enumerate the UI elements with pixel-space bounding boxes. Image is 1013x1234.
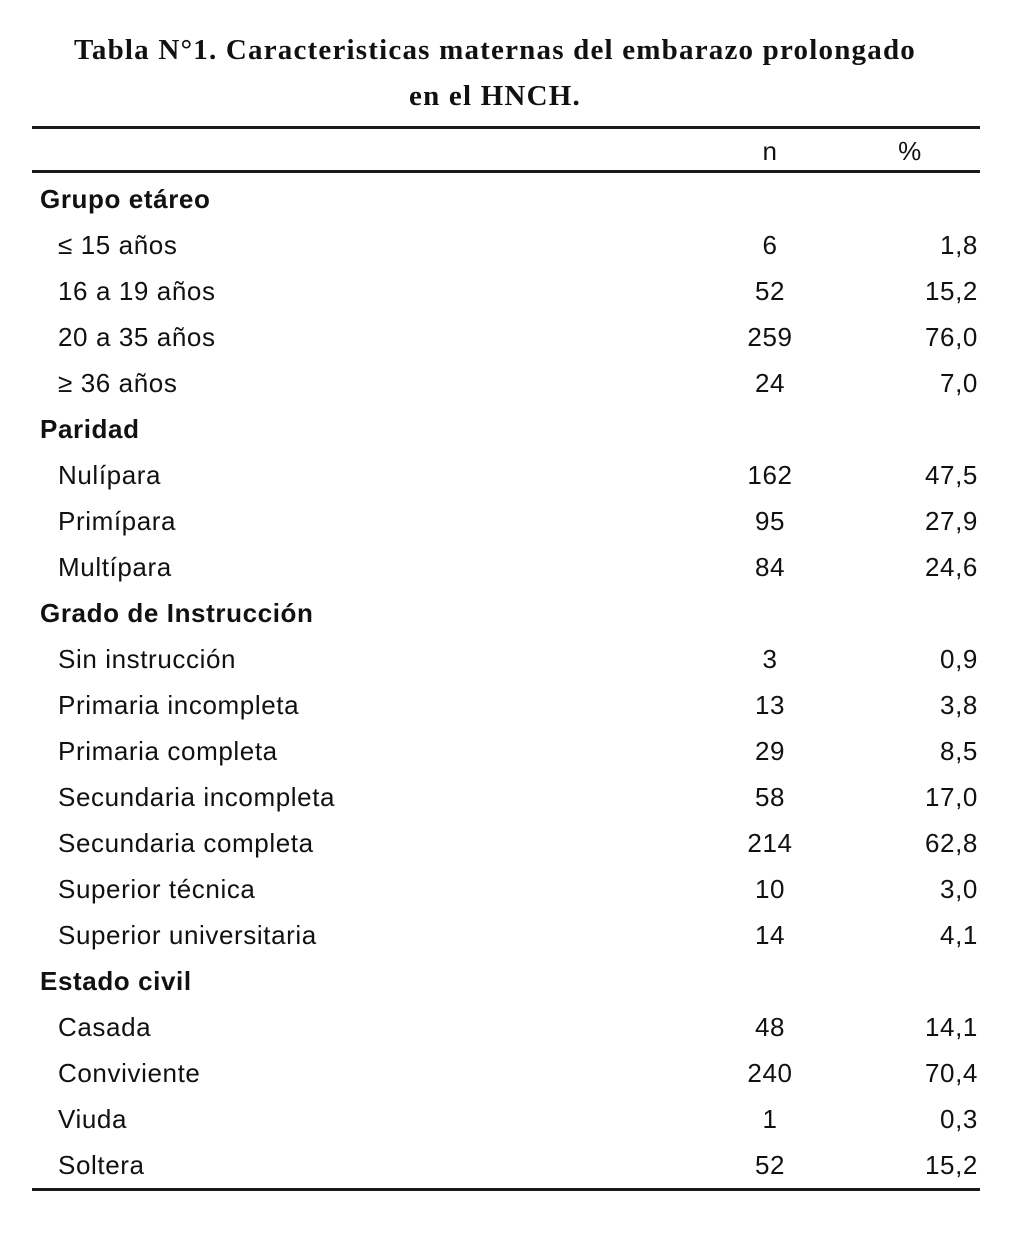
row-label: Secundaria incompleta (58, 782, 336, 812)
table-title-line-1: Tabla N°1. Caracteristicas maternas del embarazo prolongado (74, 34, 916, 66)
top-rule (32, 126, 980, 129)
row-label: Primaria incompleta (58, 690, 300, 720)
bottom-rule (32, 1188, 980, 1191)
row-percent: 3,0 (940, 874, 978, 904)
row-label: Nulípara (58, 460, 162, 490)
row-percent: 62,8 (924, 828, 978, 858)
row-count: 162 (747, 460, 793, 490)
row-label: Conviviente (58, 1058, 201, 1088)
table-title-line-2: en el HNCH. (409, 80, 581, 112)
row-percent: 47,5 (924, 460, 978, 490)
row-count: 214 (747, 828, 793, 858)
row-count: 6 (762, 230, 778, 260)
row-percent: 8,5 (940, 736, 978, 766)
row-percent: 17,0 (924, 782, 978, 812)
row-percent: 1,8 (940, 230, 978, 260)
section-heading: Grado de Instrucción (40, 598, 314, 628)
row-label: Soltera (58, 1150, 145, 1180)
row-label: ≥ 36 años (58, 368, 178, 398)
row-count: 84 (754, 552, 786, 582)
row-percent: 0,3 (940, 1104, 978, 1134)
row-label: Primípara (58, 506, 177, 536)
row-label: Viuda (58, 1104, 128, 1134)
row-count: 29 (754, 736, 786, 766)
row-percent: 27,9 (924, 506, 978, 536)
row-label: Primaria completa (58, 736, 278, 766)
section-heading: Paridad (40, 414, 140, 444)
row-label: 20 a 35 años (58, 322, 216, 352)
section-heading: Grupo etáreo (40, 184, 211, 214)
row-label: Casada (58, 1012, 152, 1042)
row-percent: 14,1 (924, 1012, 978, 1042)
row-count: 240 (747, 1058, 793, 1088)
row-count: 24 (754, 368, 786, 398)
row-percent: 15,2 (924, 276, 978, 306)
row-label: Secundaria completa (58, 828, 314, 858)
row-label: Sin instrucción (58, 644, 237, 674)
row-label: Multípara (58, 552, 172, 582)
row-label: Superior universitaria (58, 920, 317, 950)
row-count: 10 (754, 874, 786, 904)
row-label: Superior técnica (58, 874, 256, 904)
header-rule (32, 170, 980, 173)
row-label: 16 a 19 años (58, 276, 216, 306)
row-percent: 76,0 (924, 322, 978, 352)
row-count: 52 (754, 276, 786, 306)
row-count: 95 (754, 506, 786, 536)
row-label: ≤ 15 años (58, 230, 178, 260)
row-percent: 15,2 (924, 1150, 978, 1180)
row-percent: 7,0 (940, 368, 978, 398)
row-count: 1 (762, 1104, 778, 1134)
row-percent: 24,6 (924, 552, 978, 582)
row-percent: 70,4 (924, 1058, 978, 1088)
row-count: 52 (754, 1150, 786, 1180)
row-percent: 4,1 (940, 920, 978, 950)
row-count: 58 (754, 782, 786, 812)
row-count: 3 (762, 644, 778, 674)
row-count: 14 (754, 920, 786, 950)
column-header-percent: % (898, 136, 922, 166)
row-count: 13 (754, 690, 786, 720)
section-heading: Estado civil (40, 966, 192, 996)
column-header-n: n (762, 136, 778, 166)
row-count: 259 (747, 322, 793, 352)
row-percent: 3,8 (940, 690, 978, 720)
row-count: 48 (754, 1012, 786, 1042)
row-percent: 0,9 (940, 644, 978, 674)
